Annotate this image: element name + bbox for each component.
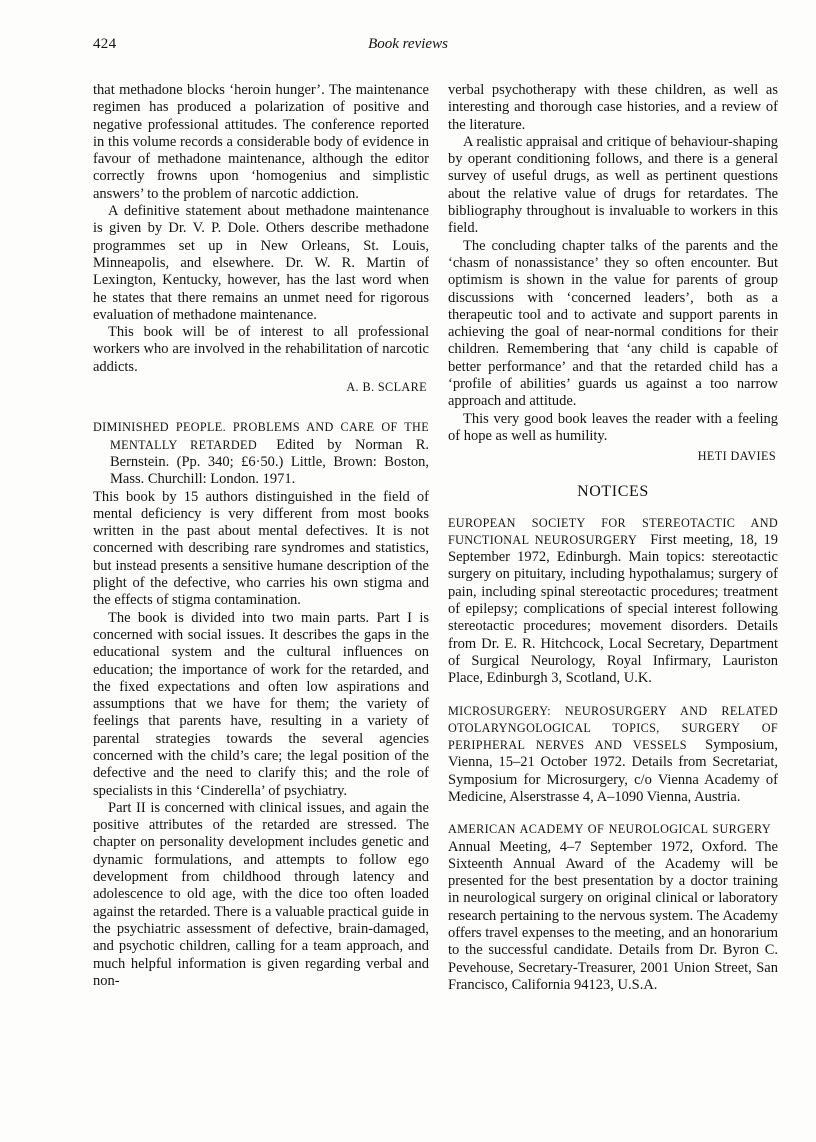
paragraph: This book will be of interest to all professional workers who are involved in the rehabilitation of narcotic addicts. [93, 324, 429, 375]
notices-list [448, 515, 778, 995]
book-review-continuation [448, 82, 778, 445]
notice-body: Symposium, Vienna, 15–21 October 1972. Details from Secretariat, Symposium for Microsurgery, c/o Vienna Academy of Medicine, Alserstrasse 4, A–1090 Vienna, Austria. [448, 737, 778, 805]
notice-heading: MICROSURGERY: NEUROSURGERY AND RELATED OTOLARYNGOLOGICAL TOPICS, SURGERY OF PERIPHERAL NERVES AND VESSELS [448, 703, 778, 753]
page-header [0, 36, 816, 56]
paragraph: This book by 15 authors distinguished in the field of mental deficiency is very different from most books written in the past about mental defectives. It is not concerned with describing rare syndromes and statistics, but instead presents a sensitive humane description of the plight of the defective, who carries his own stigma and the effects of stigma contamination. [93, 488, 429, 609]
right-column [448, 82, 778, 1009]
paragraph: This very good book leaves the reader with a feeling of hope as well as humility. [448, 410, 778, 444]
reviewer-signature: HETI DAVIES [697, 449, 776, 464]
methadone-review-end [93, 82, 429, 376]
paragraph: The book is divided into two main parts. Part I is concerned with social issues. It describes the gaps in the educational system and the cultural influences on education; the importance of work for the retarded, and the fixed expectations and often low aspirations and assumptions that we have for them; the variety of feelings that parents have, resulting in a variety of parental strategies towards the several agencies concerned with the child’s care; the legal position of the defective and the need to clarify this; and the role of specialists in this ‘Cinderella’ of psychiatry. [93, 609, 429, 799]
notice [448, 703, 778, 807]
paragraph: verbal psychotherapy with these children, as well as interesting and thorough case histories, and a review of the literature. [448, 82, 778, 133]
paragraph: A definitive statement about methadone maintenance is given by Dr. V. P. Dole. Others describe methadone programmes set up in New Orleans, St. Louis, Minneapolis, and elsewhere. Dr. W. R. Martin of Lexington, Kentucky, however, has the last word when he states that there remains an unmet need for rigorous evaluation of methadone maintenance. [93, 203, 429, 323]
page-number: 424 [93, 36, 117, 52]
paragraph: Part II is concerned with clinical issues, and again the positive attributes of the retarded are stressed. The chapter on personality development includes genetic and dynamic formulations, and attempts to follow ego development from childhood through latency and adolescence to old age, with the dice too often loaded against the retarded. There is a valuable practical guide in the psychiatric assessment of defective, brain-damaged, and psychotic children, calling for a team approach, and much helpful information is given regarding verbal and non- [93, 799, 429, 989]
book-citation: Edited by Norman R. Bernstein. (Pp. 340; £6·50.) Little, Brown: Boston, Mass. Churchill: London. 1971. [110, 436, 430, 488]
reviewer-signature: A. B. SCLARE [346, 380, 427, 395]
notices-title: NOTICES [577, 482, 649, 500]
notice-body: Annual Meeting, 4–7 September 1972, Oxford. The Sixteenth Annual Award of the Academy will be presented for the best presentation by a doctor training in neurological surgery on original clinical or laboratory research pertaining to the nervous system. The Academy offers travel expenses to the meeting, and an honorarium to the successful candidate. Details from Dr. Byron C. Pevehouse, Secretary-Treasurer, 2001 Union Street, San Francisco, California 94123, U.S.A. [448, 838, 778, 993]
paragraph: The concluding chapter talks of the parents and the ‘chasm of nonassistance’ they so often encounter. But optimism is shown in the value for parents of group discussions with ‘concerned leaders’, both as a therapeutic tool and to activate and support parents in achieving the goal of near-normal conditions for their children. Remembering that ‘any child is capable of better performance’ and that the retarded child has a ‘profile of abilities’ guards us against a too narrow approach and attitude. [448, 237, 778, 410]
notice-body: First meeting, 18, 19 September 1972, Edinburgh. Main topics: stereotactic surgery on pituitary, including hypothalamus; surgery of pain, including spinal stereotactic procedures; treatment of epilepsy; complications of special interest following stereotactic procedures; movement disorders. Details from Dr. E. R. Hitchcock, Local Secretary, Department of Surgical Neurology, Royal Infirmary, Lauriston Place, Edinburgh 3, Scotland, U.K. [448, 531, 779, 687]
book-review-body [93, 489, 429, 991]
notice-heading: EUROPEAN SOCIETY FOR STEREOTACTIC AND FUNCTIONAL NEUROSURGERY [448, 515, 778, 547]
notice-heading: AMERICAN ACADEMY OF NEUROLOGICAL SURGERY [448, 822, 771, 837]
paragraph: that methadone blocks ‘heroin hunger’. The maintenance regimen has produced a polarization of positive and negative professional attitudes. The conference reported in this volume records a considerable body of evidence in favour of methadone maintenance, although the editor correctly frowns upon ‘homogenius and simplistic answers’ to the problem of narcotic addiction. [93, 82, 429, 202]
paragraph: A realistic appraisal and critique of behaviour-shaping by operant conditioning follows, and there is a general survey of useful drugs, as well as pertinent questions about the relative value of drugs for retardates. The bibliography throughout is invaluable to workers in this field. [448, 133, 778, 237]
left-column [93, 82, 429, 990]
notice [448, 515, 778, 688]
book-title: DIMINISHED PEOPLE. PROBLEMS AND CARE OF THE MENTALLY RETARDED [93, 420, 429, 452]
notice [448, 821, 778, 994]
book-review-heading [93, 419, 429, 488]
running-head: Book reviews [368, 36, 448, 52]
